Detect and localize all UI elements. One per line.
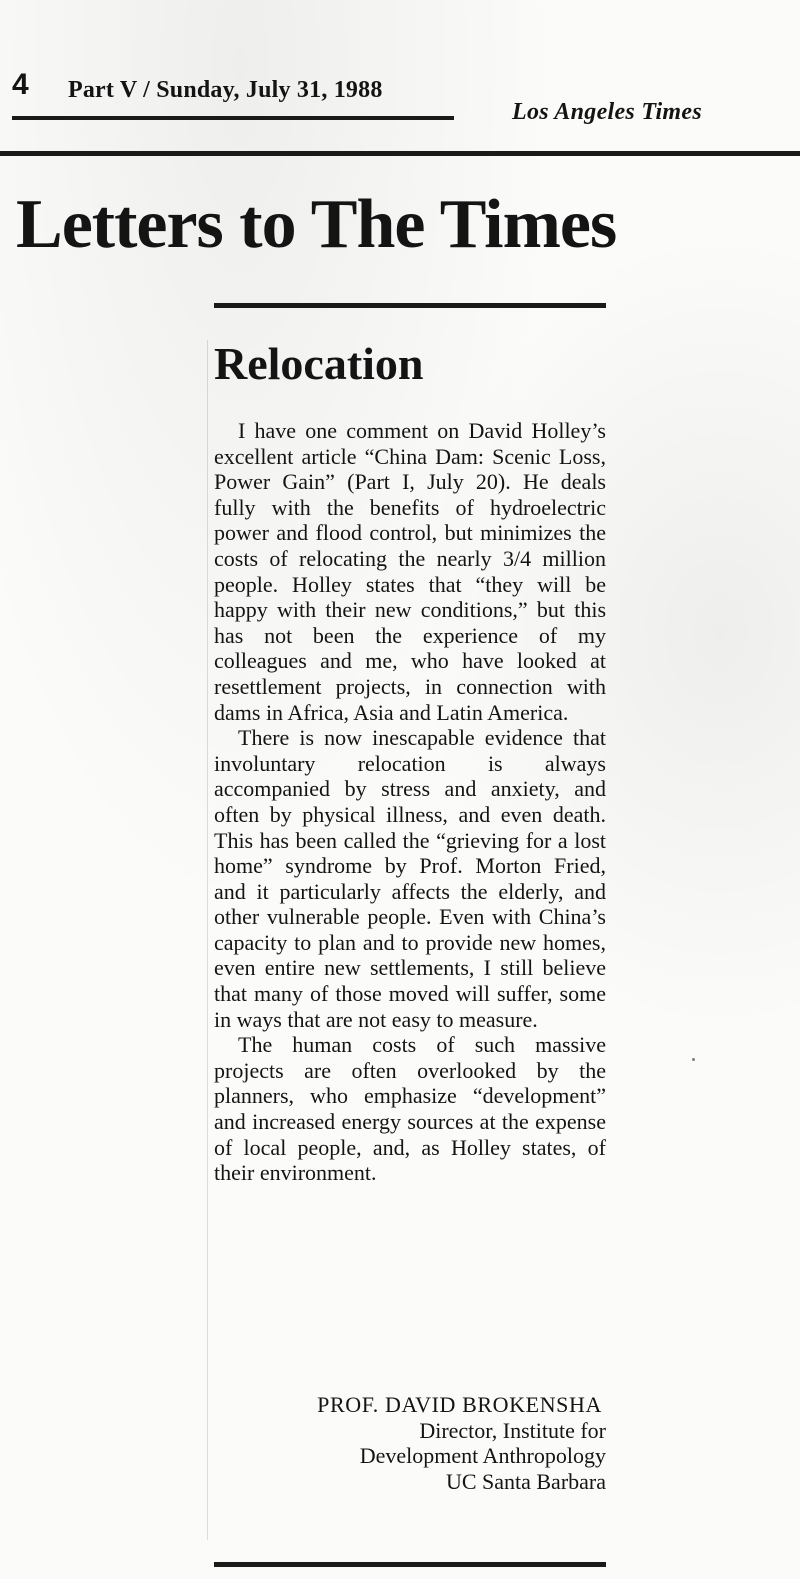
column-edge-line — [207, 340, 208, 1540]
header-underline — [12, 116, 454, 120]
section-title: Letters to The Times — [16, 186, 617, 263]
header-rule — [0, 151, 800, 156]
letter-body — [214, 418, 606, 1186]
letter-paragraph-1: I have one comment on David Holley’s excellent article “China Dam: Scenic Loss, Power Gain” (Part I, July 20). He deals fully with the benefits of hydroelectric power and flood control, but minimizes the costs of relocating the nearly 3/4 million people. Holley states that “they will be happy with their new conditions,” but this has not been the experience of my colleagues and me, who have looked at resettlement projects, in connection with dams in Africa, Asia and Latin America. — [214, 418, 606, 725]
letter-heading: Relocation — [214, 338, 424, 389]
section-date-line: Part V / Sunday, July 31, 1988 — [68, 77, 383, 103]
author-title-line-1: Director, Institute for — [419, 1417, 606, 1443]
print-speck — [692, 1058, 695, 1061]
author-affiliation: UC Santa Barbara — [445, 1468, 606, 1494]
author-title-line-2: Development Anthropology — [359, 1443, 606, 1469]
letter-paragraph-2: There is now inescapable evidence that involuntary relocation is always accompanied by stress and anxiety, and often by physical illness, and even death. This has been called the “grieving for a lost home” syndrome by Prof. Morton Fried, and it particularly affects the elderly, and other vulnerable people. Even with China’s capacity to plan and to provide new homes, even entire new settlements, I still believe that many of those moved will suffer, some in ways that are not easy to measure. — [214, 725, 606, 1032]
newspaper-masthead: Los Angeles Times — [512, 99, 702, 125]
letter-paragraph-3: The human costs of such massive projects are often overlooked by the planners, who emphasize “development” and increased energy sources at the expense of local people, and, as Holley states, of their environment. — [214, 1032, 606, 1186]
column-top-rule — [214, 303, 606, 308]
page-number: 4 — [12, 68, 29, 101]
author-name: PROF. DAVID BROKENSHA — [317, 1392, 602, 1417]
column-bottom-rule — [214, 1562, 606, 1567]
letter-signature — [214, 1392, 606, 1494]
